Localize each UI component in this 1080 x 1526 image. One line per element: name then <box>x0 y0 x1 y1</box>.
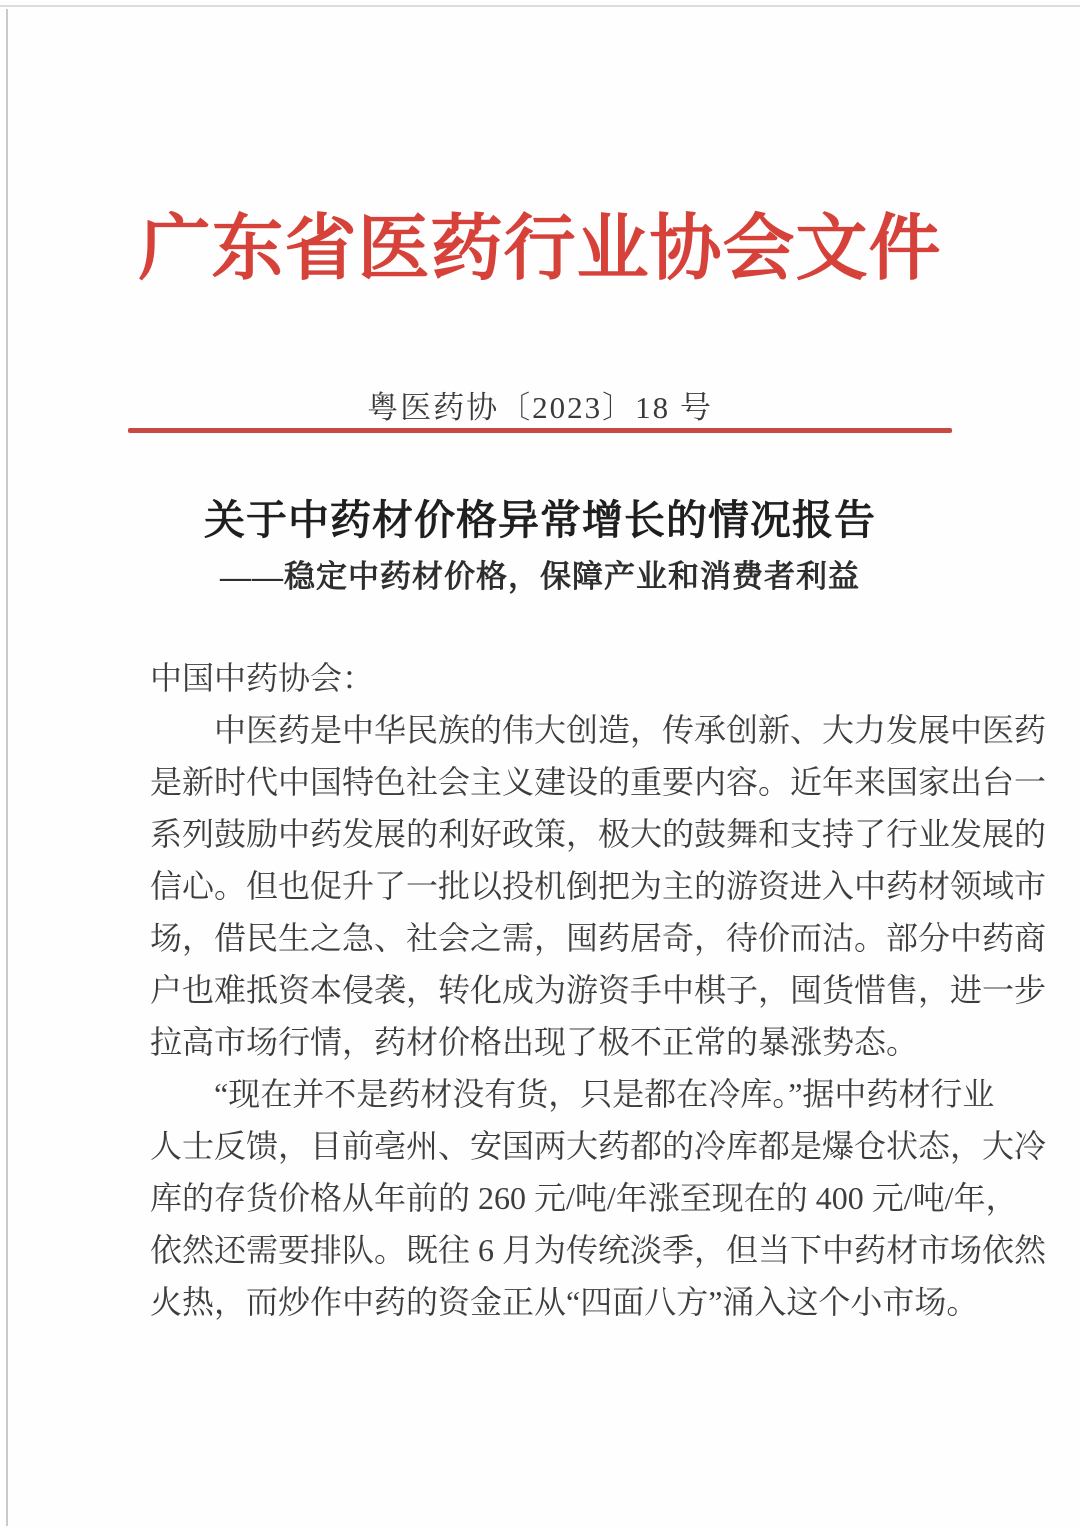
scan-edge-top <box>0 5 1080 7</box>
body-line: 系列鼓励中药发展的利好政策，极大的鼓舞和支持了行业发展的 <box>150 816 1047 852</box>
document-number: 粤医药协〔2023〕18 号 <box>367 390 713 425</box>
body-line: 场，借民生之急、社会之需，囤药居奇，待价而沽。部分中药商 <box>150 920 1047 956</box>
organization-letterhead-title: 广东省医药行业协会文件 <box>138 209 942 289</box>
body-line: 信心。但也促升了一批以投机倒把为主的游资进入中药材领域市 <box>150 868 1047 904</box>
paragraph-2 <box>150 1068 1047 1328</box>
body-line: 中医药是中华民族的伟大创造，传承创新、大力发展中医药 <box>214 712 1047 748</box>
report-subtitle: ——稳定中药材价格，保障产业和消费者利益 <box>220 559 860 594</box>
body-line: 是新时代中国特色社会主义建设的重要内容。近年来国家出台一 <box>150 764 1047 800</box>
document-body <box>150 652 1047 1328</box>
paragraph-1 <box>150 704 1047 1068</box>
body-line: 依然还需要排队。既往 6 月为传统淡季，但当下中药材市场依然 <box>150 1232 1047 1268</box>
body-line: 火热，而炒作中药的资金正从“四面八方”涌入这个小市场。 <box>150 1284 979 1320</box>
salutation: 中国中药协会： <box>150 660 375 696</box>
body-line: 户也难抵资本侵袭，转化成为游资手中棋子，囤货惜售，进一步 <box>150 972 1047 1008</box>
body-line: “现在并不是药材没有货，只是都在冷库。”据中药材行业 <box>214 1076 995 1112</box>
body-line: 库的存货价格从年前的 260 元/吨/年涨至现在的 400 元/吨/年， <box>150 1180 1018 1216</box>
report-title: 关于中药材价格异常增长的情况报告 <box>204 497 876 543</box>
letterhead-divider-rule <box>128 428 952 433</box>
body-line: 拉高市场行情，药材价格出现了极不正常的暴涨势态。 <box>150 1024 919 1060</box>
body-line: 人士反馈，目前亳州、安国两大药都的冷库都是爆仓状态，大冷 <box>150 1128 1047 1164</box>
